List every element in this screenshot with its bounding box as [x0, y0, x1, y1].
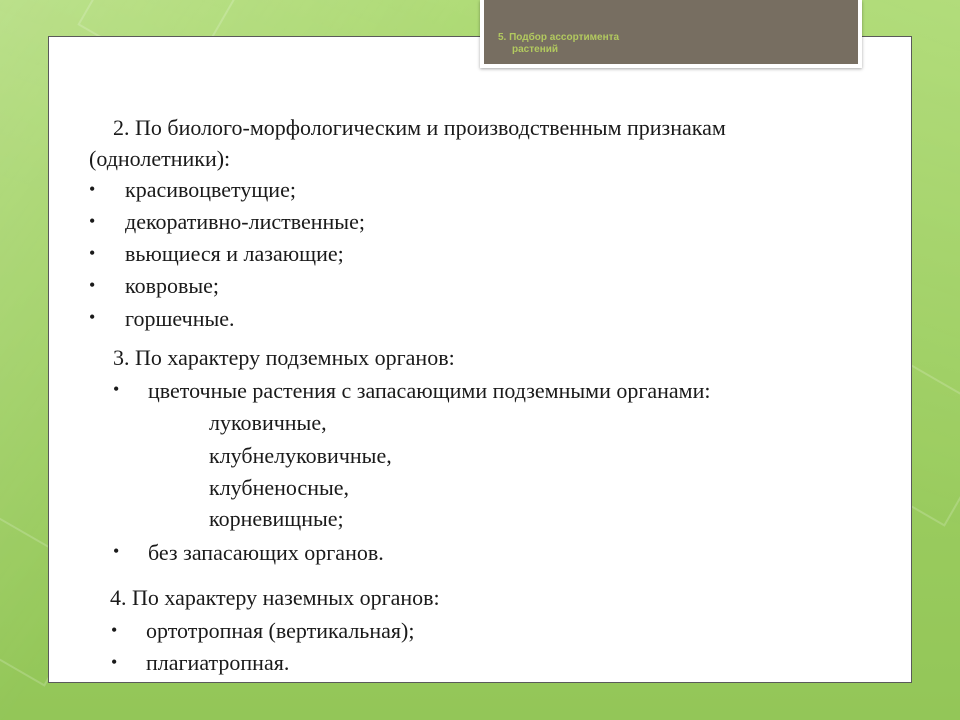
section3-subitem: корневищные; [209, 506, 344, 531]
section4-item: ортотропная (вертикальная); [146, 618, 415, 643]
section-header-title-line2: растений [512, 44, 559, 55]
section3-subitem: луковичные, [209, 410, 327, 435]
bullet-icon: • [89, 243, 96, 263]
bullet-icon: • [113, 541, 120, 561]
section2-item: вьющиеся и лазающие; [125, 241, 344, 266]
bullet-icon: • [89, 179, 96, 199]
section3-item: цветочные растения с запасающими подземными органами: [148, 378, 711, 403]
bullet-icon: • [113, 379, 120, 399]
section2-item: ковровые; [125, 273, 220, 298]
section2-heading-line2: (однолетники): [89, 146, 231, 171]
section3-item: без запасающих органов. [148, 540, 384, 565]
bullet-icon: • [111, 652, 118, 672]
section4-item: плагиатропная. [146, 650, 290, 675]
section4-heading: 4. По характеру наземных органов: [110, 585, 440, 610]
bullet-icon: • [89, 275, 96, 295]
section2-item: декоративно-лиственные; [125, 209, 365, 234]
section-header-title-line1: 5. Подбор ассортимента [498, 32, 620, 43]
section2-heading-line1: 2. По биолого-морфологическим и производственным признакам [113, 115, 726, 140]
bullet-icon: • [89, 307, 96, 327]
section3-subitem: клубнелуковичные, [209, 443, 392, 468]
section3-subitem: клубненосные, [209, 475, 350, 500]
section2-item: горшечные. [125, 306, 235, 331]
section3-heading: 3. По характеру подземных органов: [113, 345, 455, 370]
bullet-icon: • [89, 211, 96, 231]
section2-item: красивоцветущие; [125, 177, 296, 202]
bullet-icon: • [111, 620, 118, 640]
